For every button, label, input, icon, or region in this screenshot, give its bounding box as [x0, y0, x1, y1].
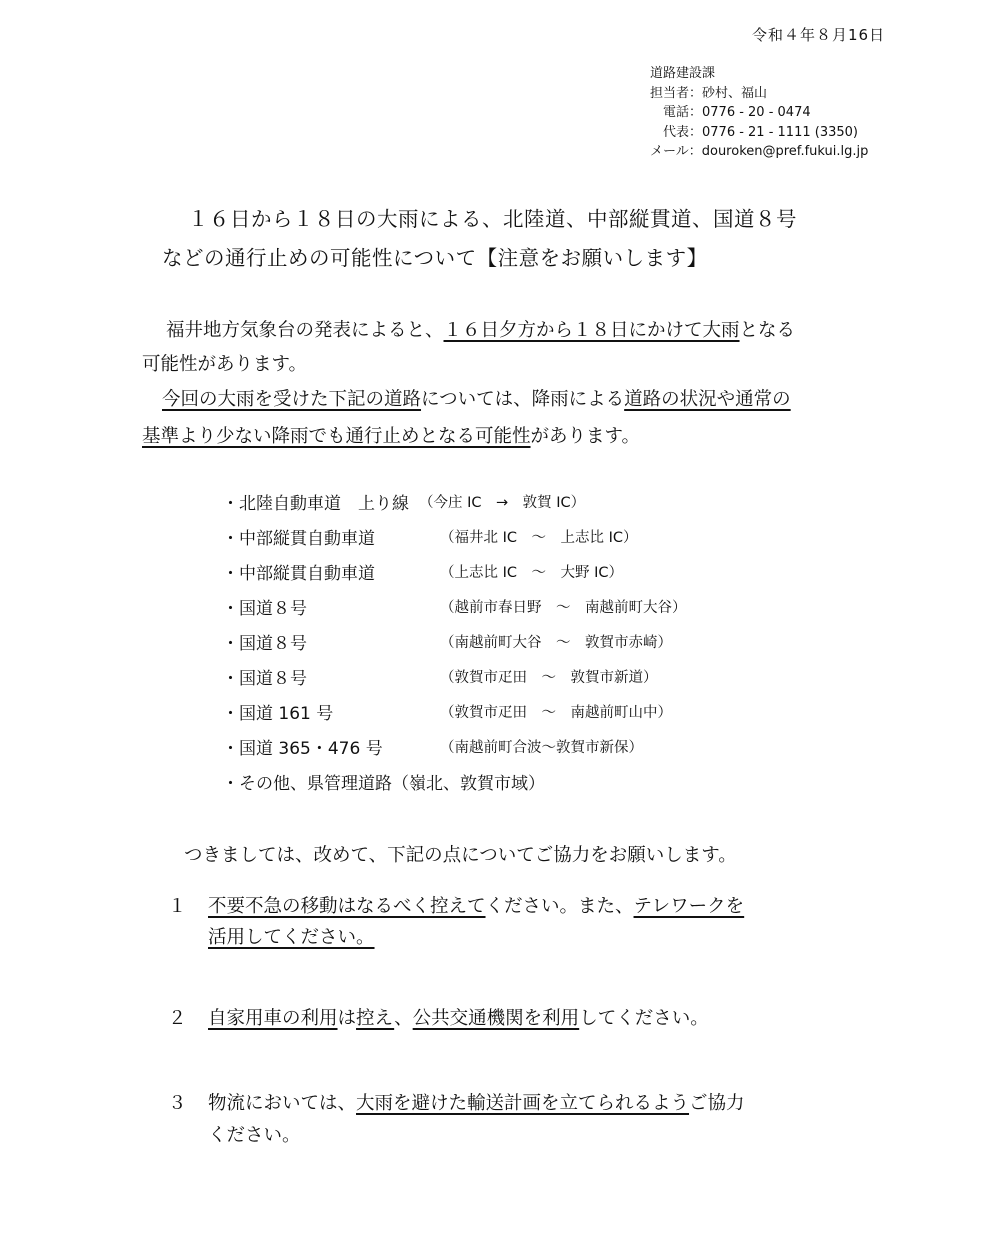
intro-text: があります。 — [530, 426, 641, 447]
intro-text: となる — [739, 320, 796, 341]
road-name: ・北陸自動車道 上り線 — [222, 494, 409, 514]
request-underlined: 自家用車の利用 — [208, 1008, 338, 1029]
request-text: 物流においては、 — [208, 1093, 357, 1114]
request-3-line-2: ください。 — [208, 1125, 301, 1146]
request-intro: つきましては、改めて、下記の点についてご協力をお願いします。 — [184, 845, 737, 866]
road-name: ・国道８号 — [222, 634, 307, 654]
phone-number: 電話：0776 - 20 - 0474 — [650, 105, 811, 120]
email-address: メール：douroken@pref.fukui.lg.jp — [650, 144, 869, 159]
title-line-2: などの通行止めの可能性について【注意をお願いします】 — [162, 246, 708, 270]
intro-line-3 — [162, 385, 791, 411]
road-section: （越前市春日野 ～ 南越前町大谷） — [440, 600, 687, 616]
contact-block — [650, 64, 868, 162]
intro-line-1 — [166, 316, 795, 342]
request-1-line-1 — [208, 892, 744, 918]
request-3-number: ３ — [168, 1093, 187, 1114]
request-underlined: 活用してください。 — [208, 927, 375, 948]
road-section: （敦賀市疋田 ～ 南越前町山中） — [440, 705, 672, 721]
request-underlined: 公共交通機関を利用 — [412, 1008, 580, 1029]
intro-underlined: １６日夕方から１８日にかけて大雨 — [443, 320, 740, 341]
road-name: ・国道 365・476 号 — [222, 739, 383, 759]
request-underlined: 控え — [356, 1008, 395, 1029]
request-text: 、 — [394, 1008, 413, 1029]
intro-line-2: 可能性があります。 — [142, 354, 308, 375]
intro-line-4 — [142, 422, 640, 448]
request-2-line-1 — [208, 1004, 709, 1030]
road-name: ・その他、県管理道路（嶺北、敦賀市域） — [222, 774, 545, 794]
request-text: ください。また、 — [485, 896, 634, 917]
intro-text: については、降雨による — [421, 389, 625, 410]
request-text: は — [337, 1008, 357, 1029]
road-section: （南越前町合波～敦賀市新保） — [440, 740, 643, 756]
road-section: （南越前町大谷 ～ 敦賀市赤崎） — [440, 635, 672, 651]
document-date: 令和４年８月16日 — [752, 26, 886, 44]
road-name: ・中部縦貫自動車道 — [222, 529, 375, 549]
request-underlined: テレワークを — [633, 896, 745, 917]
road-name: ・中部縦貫自動車道 — [222, 564, 375, 584]
road-section: （上志比 IC ～ 大野 IC） — [440, 565, 624, 581]
road-section: （福井北 IC ～ 上志比 IC） — [440, 530, 638, 546]
request-1-line-2 — [208, 923, 375, 949]
title-line-1: １６日から１８日の大雨による、北陸道、中部縦貫道、国道８号 — [188, 207, 797, 231]
request-text: ご協力 — [689, 1093, 745, 1114]
intro-underlined: 道路の状況や通常の — [624, 389, 791, 410]
road-name: ・国道８号 — [222, 599, 307, 619]
road-section: （今庄 IC → 敦賀 IC） — [419, 495, 586, 511]
road-name: ・国道 161 号 — [222, 704, 334, 724]
intro-text: 福井地方気象台の発表によると、 — [166, 320, 444, 341]
request-3-line-1 — [208, 1089, 745, 1115]
intro-underlined: 今回の大雨を受けた下記の道路 — [162, 389, 422, 410]
request-1-number: １ — [168, 896, 187, 917]
intro-underlined: 基準より少ない降雨でも通行止めとなる可能性 — [142, 426, 531, 447]
request-underlined: 大雨を避けた輸送計画を立てられるよう — [356, 1093, 690, 1114]
main-phone-number: 代表：0776 - 21 - 1111 (3350) — [650, 124, 858, 140]
person-in-charge: 担当者：砂村、福山 — [650, 85, 768, 101]
request-text: してください。 — [579, 1008, 709, 1029]
request-underlined: 不要不急の移動はなるべく控えて — [208, 896, 486, 917]
department: 道路建設課 — [650, 66, 716, 81]
road-name: ・国道８号 — [222, 669, 307, 689]
request-2-number: ２ — [168, 1008, 187, 1029]
road-section: （敦賀市疋田 ～ 敦賀市新道） — [440, 670, 658, 686]
